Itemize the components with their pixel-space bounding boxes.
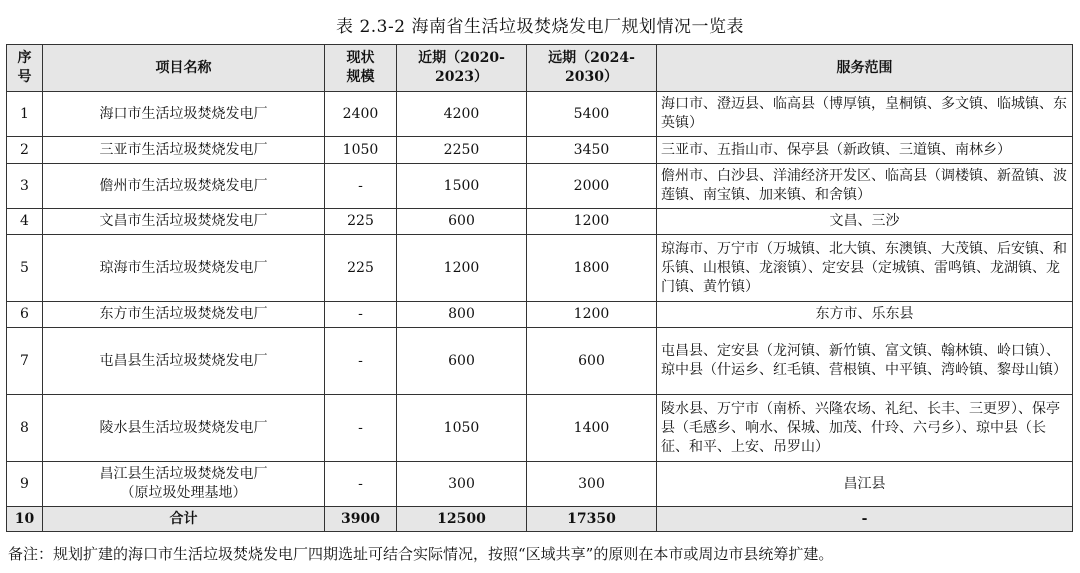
table-row — [7, 137, 1073, 164]
cell-near: 2250 — [397, 137, 527, 164]
cell-index: 2 — [7, 137, 43, 164]
cell-current: - — [325, 328, 397, 395]
cell-area: 屯昌县、定安县（龙河镇、新竹镇、富文镇、翰林镇、岭口镇）、琼中县（什运乡、红毛镇、营根镇、中平镇、湾岭镇、黎母山镇） — [657, 328, 1073, 395]
cell-area: 东方市、乐东县 — [657, 302, 1073, 328]
cell-far: 300 — [527, 462, 657, 507]
cell-index: 1 — [7, 92, 43, 137]
cell-current: - — [325, 462, 397, 507]
header-current-line2: 规模 — [346, 69, 375, 85]
cell-far: 5400 — [527, 92, 657, 137]
table-title: 表 2.3-2 海南省生活垃圾焚烧发电厂规划情况一览表 — [336, 17, 744, 37]
header-index: 序号 — [7, 45, 43, 92]
table-row — [7, 164, 1073, 209]
cell-index: 8 — [7, 395, 43, 462]
header-row — [7, 45, 1073, 92]
table-row — [7, 395, 1073, 462]
cell-near: 600 — [397, 209, 527, 235]
header-area: 服务范围 — [657, 45, 1073, 92]
cell-name: 海口市生活垃圾焚烧发电厂 — [43, 92, 325, 137]
total-index: 10 — [7, 507, 43, 532]
header-near: 近期（2020-2023） — [397, 45, 527, 92]
cell-index: 5 — [7, 235, 43, 302]
cell-current: 225 — [325, 235, 397, 302]
header-name: 项目名称 — [43, 45, 325, 92]
footnote: 备注：规划扩建的海口市生活垃圾焚烧发电厂四期选址可结合实际情况，按照“区域共享”的原则在本市或周边市县统筹扩建。 — [8, 545, 834, 563]
cell-name-line2: （原垃圾处理基地） — [120, 485, 247, 501]
cell-name: 东方市生活垃圾焚烧发电厂 — [43, 302, 325, 328]
cell-current: - — [325, 164, 397, 209]
cell-far: 1200 — [527, 209, 657, 235]
cell-area: 琼海市、万宁市（万城镇、北大镇、东澳镇、大茂镇、后安镇、和乐镇、山根镇、龙滚镇）、定安县（定城镇、雷鸣镇、龙湖镇、龙门镇、黄竹镇） — [657, 235, 1073, 302]
cell-name: 陵水县生活垃圾焚烧发电厂 — [43, 395, 325, 462]
cell-name-line1: 昌江县生活垃圾焚烧发电厂 — [99, 466, 268, 482]
table-row — [7, 235, 1073, 302]
table-row — [7, 302, 1073, 328]
cell-near: 300 — [397, 462, 527, 507]
header-current-line1: 现状 — [346, 50, 375, 66]
cell-near: 1200 — [397, 235, 527, 302]
cell-index: 7 — [7, 328, 43, 395]
cell-near: 4200 — [397, 92, 527, 137]
table-row — [7, 328, 1073, 395]
table-row — [7, 462, 1073, 507]
cell-area: 昌江县 — [657, 462, 1073, 507]
cell-name: 儋州市生活垃圾焚烧发电厂 — [43, 164, 325, 209]
cell-index: 9 — [7, 462, 43, 507]
total-label: 合计 — [43, 507, 325, 532]
cell-near: 1050 — [397, 395, 527, 462]
total-row — [7, 507, 1073, 532]
header-far: 远期（2024-2030） — [527, 45, 657, 92]
cell-name: 文昌市生活垃圾焚烧发电厂 — [43, 209, 325, 235]
cell-far: 1200 — [527, 302, 657, 328]
cell-current: 1050 — [325, 137, 397, 164]
cell-index: 3 — [7, 164, 43, 209]
cell-far: 1400 — [527, 395, 657, 462]
plan-table — [6, 44, 1073, 532]
cell-area: 陵水县、万宁市（南桥、兴隆农场、礼纪、长丰、三更罗）、保亭县（毛感乡、响水、保城、加茂、什玲、六弓乡）、琼中县（长征、和平、上安、吊罗山） — [657, 395, 1073, 462]
cell-near: 800 — [397, 302, 527, 328]
table-row — [7, 92, 1073, 137]
total-current: 3900 — [325, 507, 397, 532]
cell-name: 琼海市生活垃圾焚烧发电厂 — [43, 235, 325, 302]
cell-near: 600 — [397, 328, 527, 395]
cell-far: 2000 — [527, 164, 657, 209]
cell-area: 儋州市、白沙县、洋浦经济开发区、临高县（调楼镇、新盈镇、波莲镇、南宝镇、加来镇、和舍镇） — [657, 164, 1073, 209]
cell-far: 1800 — [527, 235, 657, 302]
total-area: - — [657, 507, 1073, 532]
total-near: 12500 — [397, 507, 527, 532]
cell-far: 600 — [527, 328, 657, 395]
cell-near: 1500 — [397, 164, 527, 209]
cell-area: 文昌、三沙 — [657, 209, 1073, 235]
cell-current: 2400 — [325, 92, 397, 137]
cell-index: 4 — [7, 209, 43, 235]
cell-area: 三亚市、五指山市、保亭县（新政镇、三道镇、南林乡） — [657, 137, 1073, 164]
cell-name: 屯昌县生活垃圾焚烧发电厂 — [43, 328, 325, 395]
cell-name: 三亚市生活垃圾焚烧发电厂 — [43, 137, 325, 164]
cell-index: 6 — [7, 302, 43, 328]
cell-far: 3450 — [527, 137, 657, 164]
header-current — [325, 45, 397, 92]
cell-name — [43, 462, 325, 507]
table-row — [7, 209, 1073, 235]
cell-current: - — [325, 302, 397, 328]
total-far: 17350 — [527, 507, 657, 532]
cell-current: 225 — [325, 209, 397, 235]
cell-current: - — [325, 395, 397, 462]
cell-area: 海口市、澄迈县、临高县（博厚镇，皇桐镇、多文镇、临城镇、东英镇） — [657, 92, 1073, 137]
